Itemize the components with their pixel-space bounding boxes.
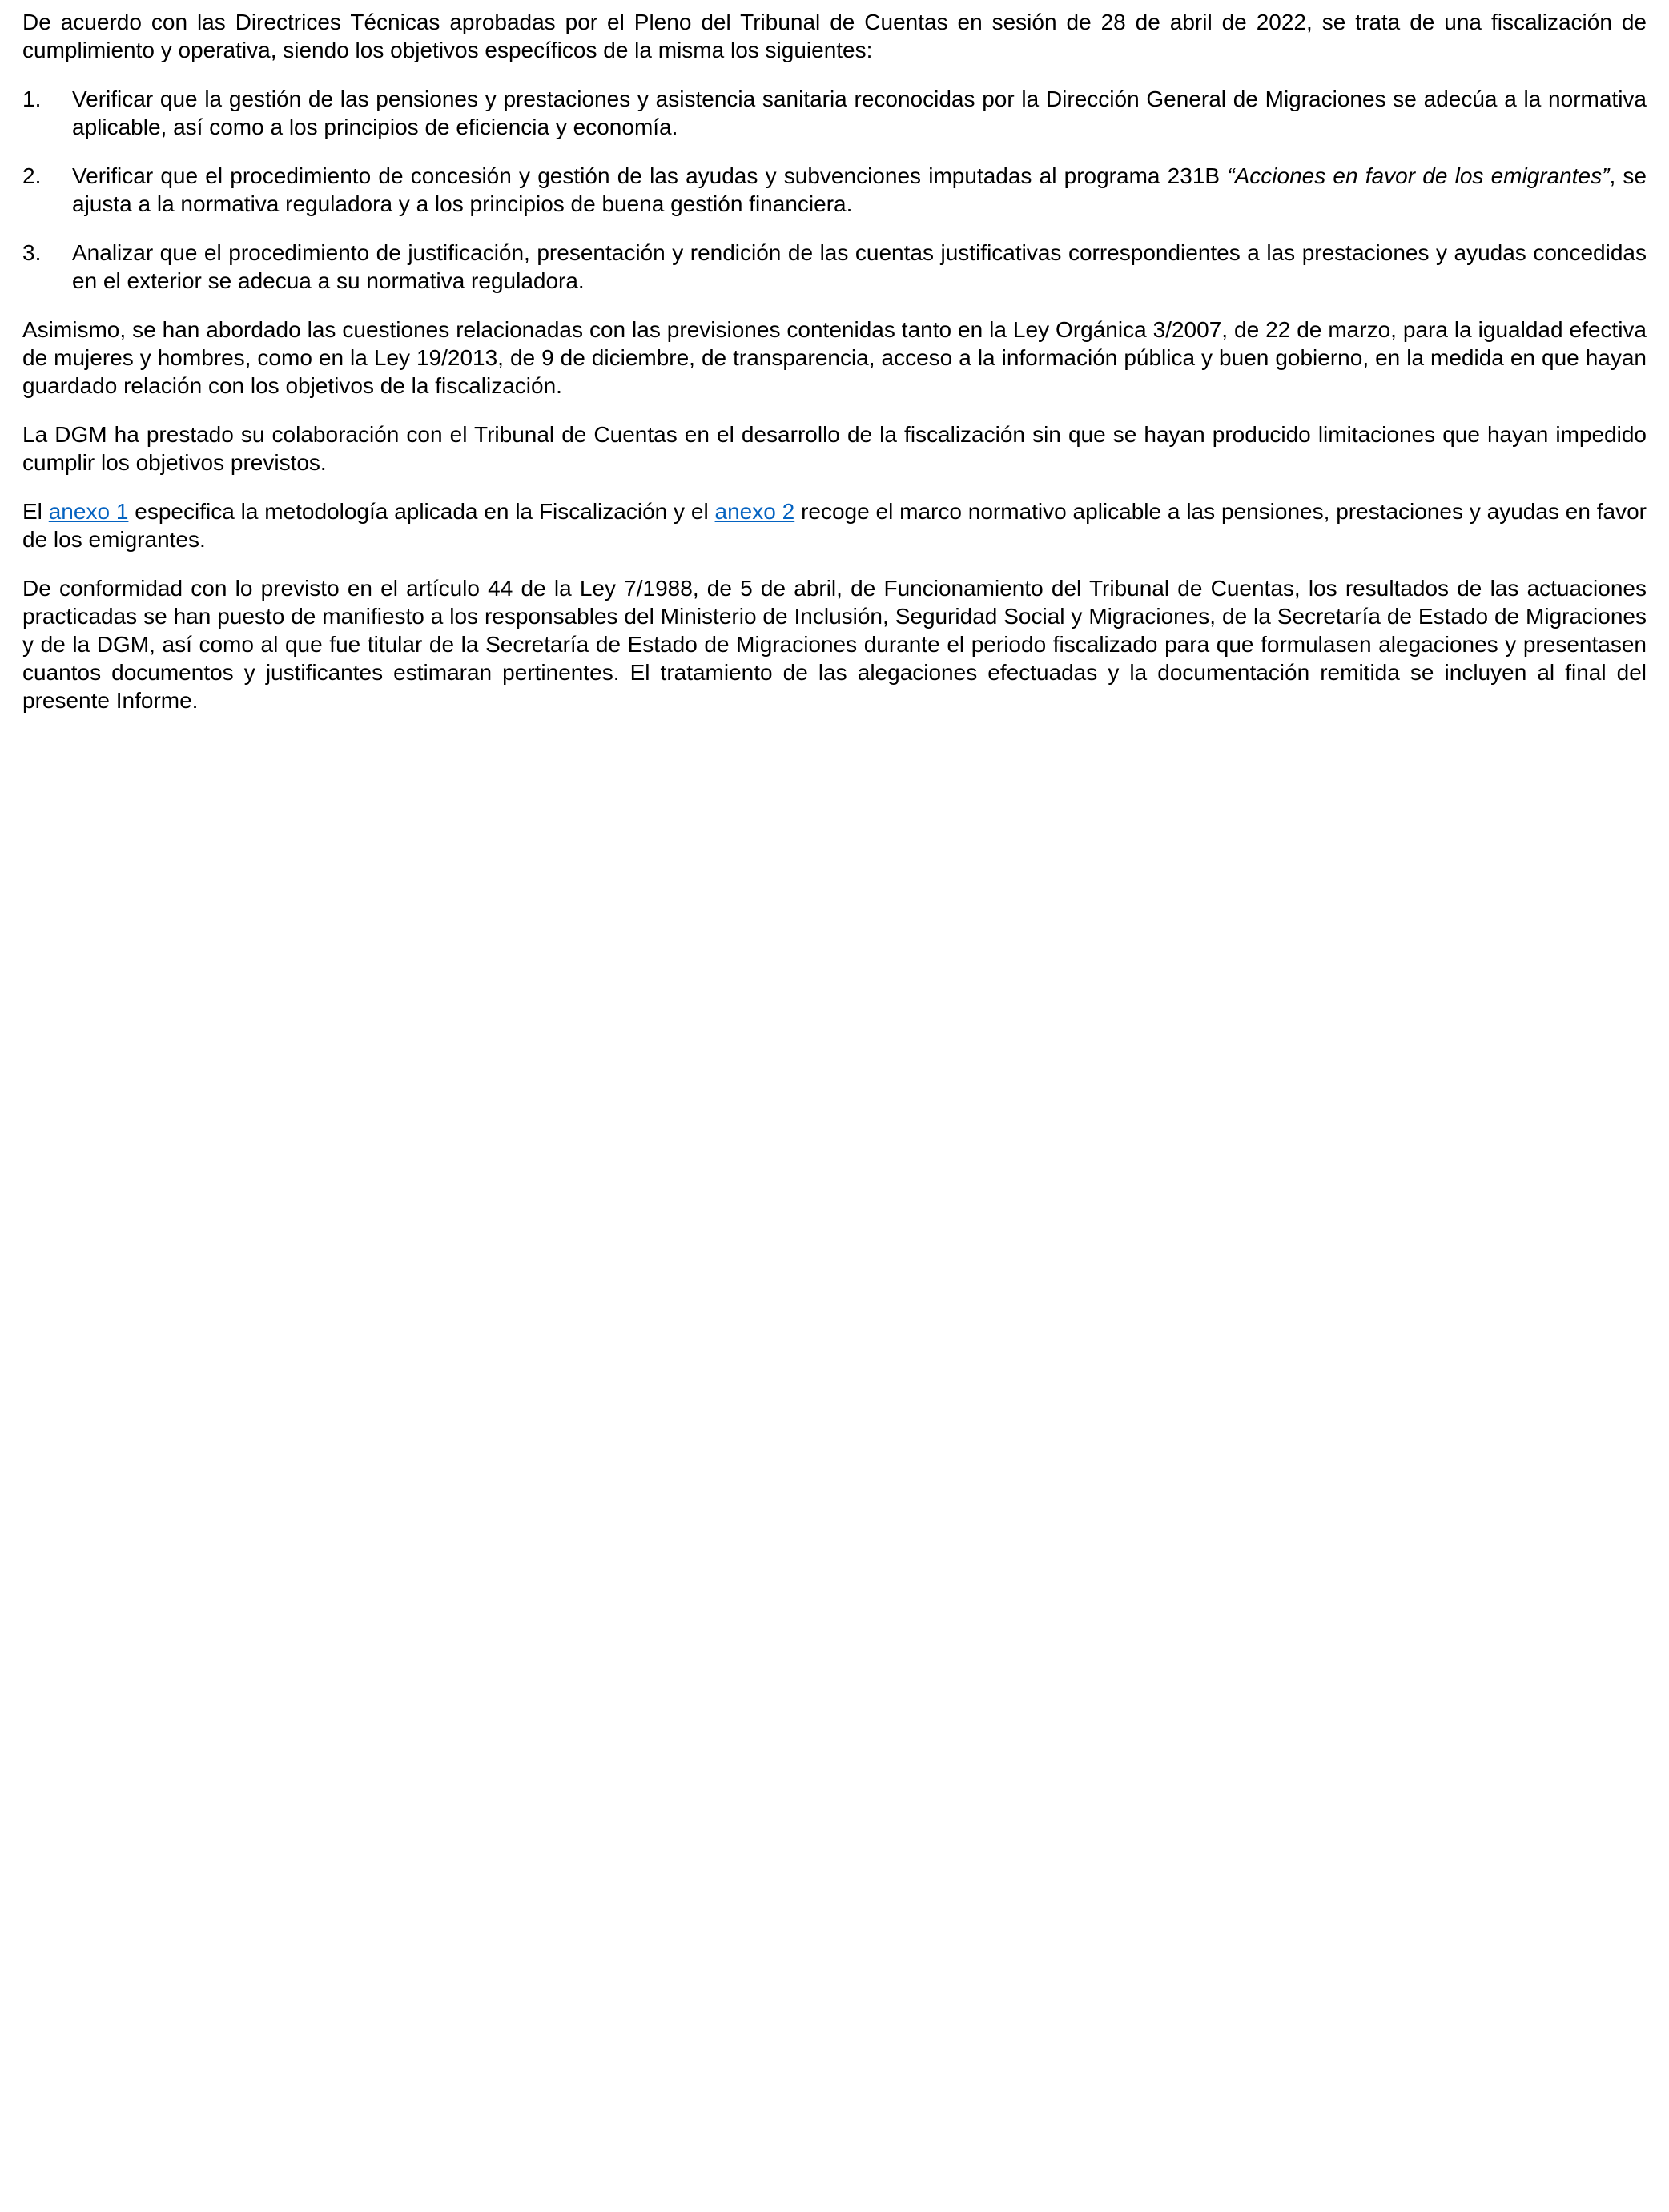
text-run: , se ajusta a la normativa reguladora y a los principios de buena gestión financiera. [72, 163, 1647, 216]
numbered-list-item [22, 239, 1647, 295]
italic-text: “Acciones en favor de los emigrantes” [1227, 163, 1610, 188]
text-run: De conformidad con lo previsto en el artículo 44 de la Ley 7/1988, de 5 de abril, de Funcionamiento del Tribunal de Cuentas, los resultados de las actuaciones practicadas se han puesto de manifiesto a los responsables del Ministerio de Inclusión, Seguridad Social y Migraciones, de la Secretaría de Estado de Migraciones y de la DGM, así como al que fue titular de la Secretaría de Estado de Migraciones durante el periodo fiscalizado para que formulasen alegaciones y presentasen cuantos documentos y justificantes estimaran pertinentes. El tratamiento de las alegaciones efectuadas y la documentación remitida se incluyen al final del presente Informe. [22, 576, 1647, 713]
list-item-text [72, 162, 1647, 218]
text-run: Asimismo, se han abordado las cuestiones relacionadas con las previsiones contenidas tanto en la Ley Orgánica 3/2007, de 22 de marzo, para la igualdad efectiva de mujeres y hombres, como en la Ley 19/2013, de 9 de diciembre, de transparencia, acceso a la información pública y buen gobierno, en la medida en que hayan guardado relación con los objetivos de la fiscalización. [22, 317, 1647, 398]
paragraph [22, 574, 1647, 714]
paragraph [22, 316, 1647, 400]
list-item-text [72, 239, 1647, 295]
numbered-list-item [22, 162, 1647, 218]
text-run: recoge el marco normativo aplicable a las pensiones, prestaciones y ayudas en favor de los emigrantes. [22, 499, 1647, 552]
numbered-list-item [22, 85, 1647, 141]
text-run: Verificar que el procedimiento de concesión y gestión de las ayudas y subvenciones imputadas al programa 231B [72, 163, 1228, 188]
anexo-2-link[interactable]: anexo 2 [714, 499, 795, 524]
text-run: El [22, 499, 49, 524]
paragraph [22, 497, 1647, 553]
paragraph [22, 8, 1647, 64]
list-number: 2. [22, 163, 42, 188]
text-run: especifica la metodología aplicada en la Fiscalización y el [128, 499, 715, 524]
anexo-1-link[interactable]: anexo 1 [48, 499, 129, 524]
text-run: De acuerdo con las Directrices Técnicas aprobadas por el Pleno del Tribunal de Cuentas en sesión de 28 de abril de 2022, se trata de una fiscalización de cumplimiento y operativa, siendo los objetivos específicos de la misma los siguientes: [22, 10, 1647, 62]
list-number: 1. [22, 86, 42, 111]
paragraph [22, 420, 1647, 477]
document-body [22, 8, 1647, 714]
list-number: 3. [22, 240, 42, 265]
text-run: Analizar que el procedimiento de justificación, presentación y rendición de las cuentas justificativas correspondientes a las prestaciones y ayudas concedidas en el exterior se adecua a su normativa reguladora. [72, 240, 1647, 293]
text-run: Verificar que la gestión de las pensiones y prestaciones y asistencia sanitaria reconocidas por la Dirección General de Migraciones se adecúa a la normativa aplicable, así como a los principios de eficiencia y economía. [72, 86, 1647, 139]
text-run: La DGM ha prestado su colaboración con el Tribunal de Cuentas en el desarrollo de la fiscalización sin que se hayan producido limitaciones que hayan impedido cumplir los objetivos previstos. [22, 422, 1647, 475]
list-item-text [72, 85, 1647, 141]
